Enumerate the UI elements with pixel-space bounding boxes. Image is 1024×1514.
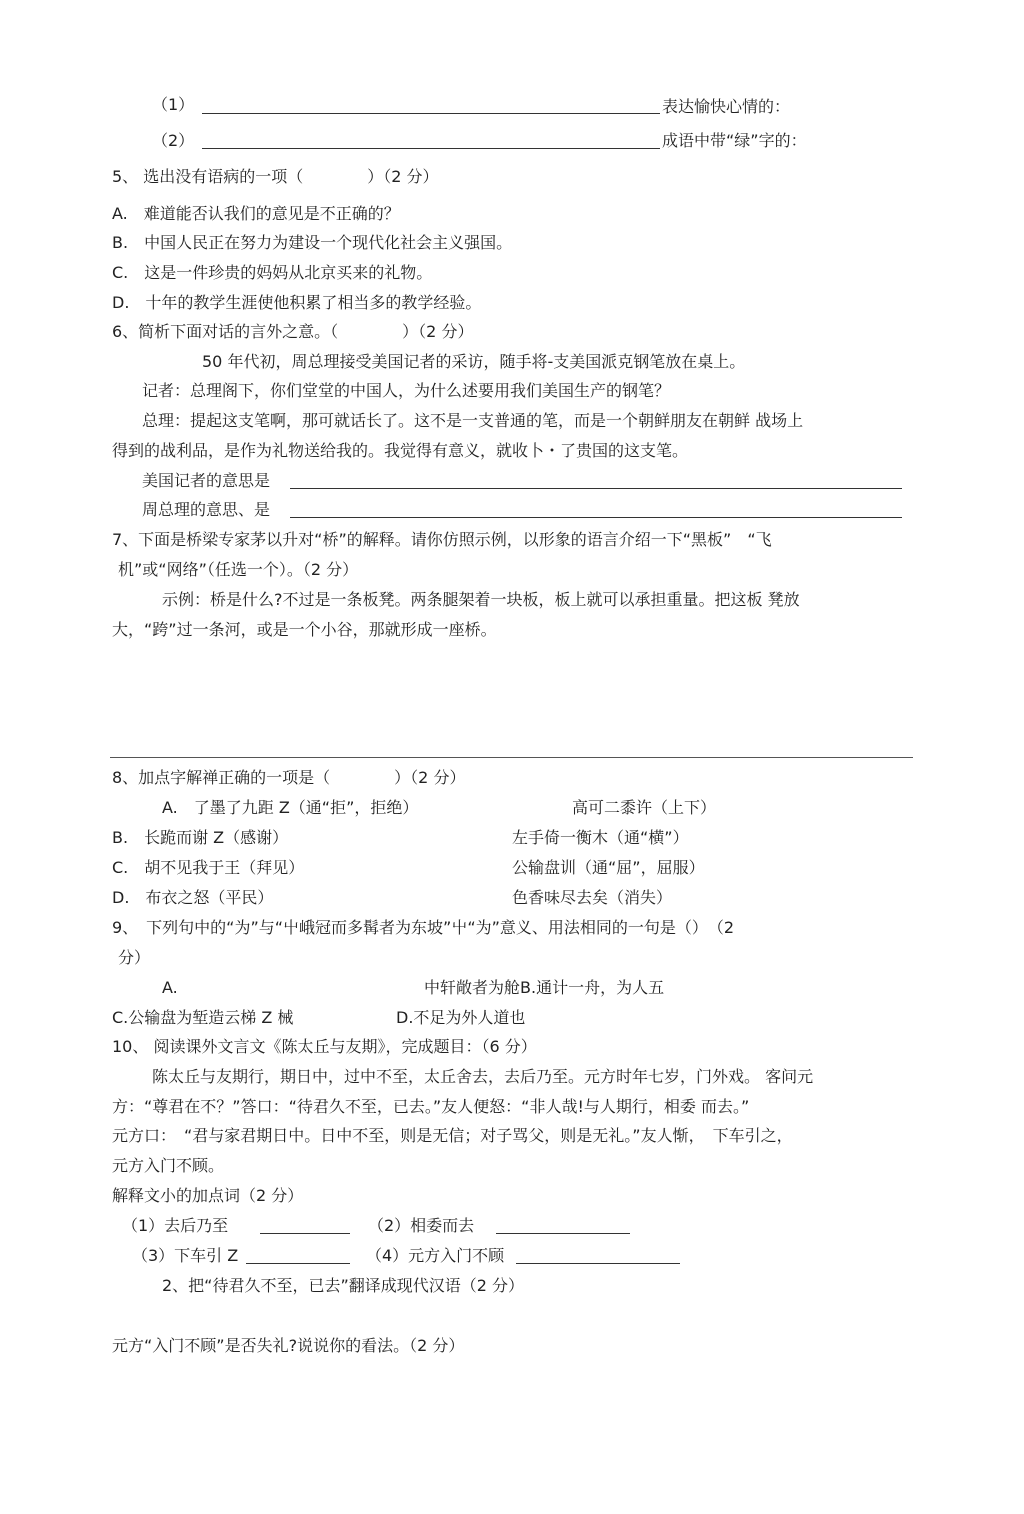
q4-row1-number: （1） [152, 95, 195, 114]
q8-option-d-right: 色香味尽去矣（消失） [512, 888, 673, 907]
q6-passage-reporter: 记者：总理阁下，你们堂堂的中国人，为什么述要用我们美国生产的钢笔？ [142, 381, 671, 400]
q9-option-c: C.公输盘为堑造云梯 Z 械 [112, 1008, 294, 1027]
q8-option-d-left: D. 布衣之怒（平民） [112, 888, 274, 907]
q10-text-line3: 元方口： “君与家君期日中。日中不至，则是无信；对子骂父，则是无礼。”友人惭， 下车引之， [112, 1126, 793, 1145]
q9-stem-line1: 9、 下列句中的“为”与“屮峨冠而多髯者为东坡”屮“为”意义、用法相同的一句是（） （2 [112, 918, 735, 937]
q5-option-c: C. 这是一件珍贵的妈妈从北京买来的礼物。 [112, 263, 433, 282]
q10-text-line4: 元方入门不顾。 [112, 1156, 225, 1175]
q8-option-b-right: 左手倚一衡木（通“横”） [512, 828, 689, 847]
q8-option-c-right: 公输盘训（通“屈”，屈服） [512, 858, 705, 877]
q8-option-c-left: C. 胡不见我于王（拜见） [112, 858, 305, 877]
q6-answer2-label: 周总理的意思、是 [142, 500, 271, 519]
q10-text-line2: 方：“尊君在不？”答口：“待君久不至，已去。”友人便怒：“非人哉!与人期行，相委 而去。” [112, 1097, 750, 1116]
q10-sub1-stem: 解释文小的加点词（2 分） [112, 1186, 304, 1205]
q10-word2-line[interactable] [496, 1233, 630, 1234]
q5-option-b: B. 中国人民正在努力为建设一个现代化社会主义强国。 [112, 233, 513, 252]
q6-answer2-line[interactable] [290, 517, 902, 518]
q6-answer1-label: 美国记者的意思是 [142, 471, 271, 490]
section-divider [110, 757, 913, 758]
q10-stem: 10、 阅读课外文言文《陈太丘与友期》，完成题目：（6 分） [112, 1037, 537, 1056]
q7-example-line2: 大，“跨”过一条河，或是一个小谷，那就形成一座桥。 [112, 620, 497, 639]
q10-word3-label: （3）下车引 Z [132, 1246, 239, 1265]
q4-row2-answer-line[interactable] [202, 148, 660, 149]
q10-word4-line[interactable] [516, 1263, 680, 1264]
q8-option-b-left: B. 长跪而谢 Z（感谢） [112, 828, 289, 847]
q10-text-line1: 陈太丘与友期行，期日中，过中不至，太丘舍去，去后乃至。元方时年七岁，门外戏。 客问元 [152, 1067, 814, 1086]
q6-stem: 6、简析下面对话的言外之意。（ ）（2 分） [112, 322, 474, 341]
q5-option-a: A. 难道能否认我们的意见是不正确的？ [112, 204, 400, 223]
q9-option-d: D.不足为外人道也 [396, 1008, 526, 1027]
q8-option-a-right: 高可二黍许（上下） [572, 798, 717, 817]
q10-word1-label: （1）去后乃至 [122, 1216, 229, 1235]
q10-word2-label: （2）相委而去 [368, 1216, 475, 1235]
q10-sub3-stem: 元方“入门不顾”是否失礼?说说你的看法。（2 分） [112, 1336, 465, 1355]
q7-stem-line1: 7、下面是桥梁专家茅以升对“桥”的解释。请你仿照示例，以形象的语言介绍一下“黑板” “飞 [112, 530, 772, 549]
q10-sub2-stem: 2、把“待君久不至，已去”翻译成现代汉语（2 分） [162, 1276, 525, 1295]
q4-row2-number: （2） [152, 131, 195, 150]
q6-passage-premier-line1: 总理：提起这支笔啊，那可就话长了。这不是一支普通的笔，而是一个朝鲜朋友在朝鲜 战场上 [142, 411, 804, 430]
q5-stem: 5、 选出没有语病的一项（ ）（2 分） [112, 167, 439, 186]
q10-word1-line[interactable] [260, 1233, 350, 1234]
q4-row1-prompt: 表达愉快心情的： [662, 97, 791, 116]
q8-option-a-left: A. 了墨了九距 Z（通“拒”，拒绝） [162, 798, 419, 817]
q9-option-a-b: 中轩敞者为舱B.通计一舟，为人五 [424, 978, 665, 997]
q9-option-a-label: A. [162, 978, 178, 997]
q6-passage-premier-line2: 得到的战利品，是作为礼物送给我的。我觉得有意义，就收卜・了贵国的这支笔。 [112, 441, 689, 460]
q6-passage-intro: 50 年代初，周总理接受美国记者的采访，随手将-支美国派克钢笔放在桌上。 [202, 352, 746, 371]
q10-word3-line[interactable] [246, 1263, 350, 1264]
q8-stem: 8、加点字解禅正确的一项是（ ）（2 分） [112, 768, 466, 787]
q7-example-line1: 示例：桥是什么?不过是一条板凳。两条腿架着一块板，板上就可以承担重量。把这板 凳放 [162, 590, 800, 609]
q10-word4-label: （4）元方入门不顾 [366, 1246, 505, 1265]
q5-option-d: D. 十年的教学生涯使他积累了相当多的教学经验。 [112, 293, 482, 312]
q9-stem-line2: 分） [118, 948, 151, 967]
q4-row1-answer-line[interactable] [202, 113, 660, 114]
q4-row2-prompt: 成语中带“绿”字的： [662, 131, 807, 150]
q7-stem-line2: 机”或“网络”（任选一个）。（2 分） [118, 560, 359, 579]
q6-answer1-line[interactable] [290, 488, 902, 489]
